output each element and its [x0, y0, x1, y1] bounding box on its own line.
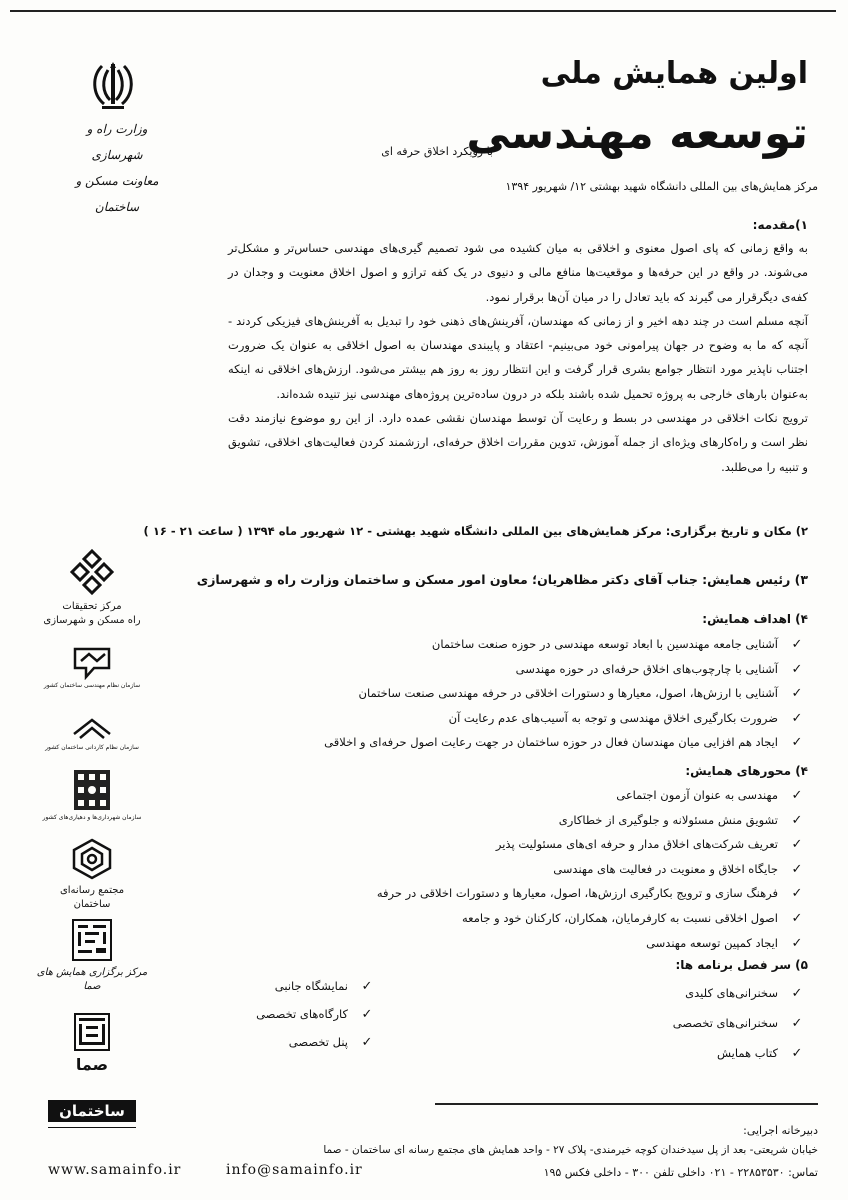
list-item: ✓ایجاد هم افزایی میان مهندسان فعال در حوزه ساختمان در جهت رعایت اصول حرفه‌ای و اخلاقی: [324, 730, 808, 755]
logo-caption: سازمان شهرداری‌ها و دهیاری‌های کشور: [42, 814, 142, 821]
list-item: ✓کارگاه‌های تخصصی: [256, 1000, 378, 1028]
list-item: ✓سخنرانی‌های کلیدی: [673, 978, 808, 1008]
program-list-col1: [673, 978, 808, 1068]
logo-technicians-org: [40, 716, 144, 751]
check-icon: ✓: [791, 986, 803, 1001]
logo-caption: سازمان نظام مهندسی ساختمان کشور: [43, 682, 141, 689]
program-heading: ۵) سر فصل برنامه ها:: [675, 958, 808, 972]
logo-caption: مجتمع رسانه‌ای ساختمان: [59, 885, 125, 910]
intro-paragraph: به واقع زمانی که پای اصول معنوی و اخلاقی به میان کشیده می شود تصمیم گیری‌های مهندسی حساس‌تر و مشکل‌تر می‌شوند. در واقع در این حرفه‌ها و موقعیت‌ها منافع مالی و دنیوی در یک کفه ترازو و اصول اخلاق معنویت و وجدان در کفه‌ی دیگرقرار می گیرند که باید تعادل را در میان آن‌ها برقرار نمود.: [228, 241, 808, 304]
list-item: ✓کتاب همایش: [673, 1038, 808, 1068]
check-icon: ✓: [791, 910, 803, 926]
list-item: ✓فرهنگ سازی و ترویج بکارگیری ارزش‌ها، اصول، معیارها و دستورات اخلاقی در حرفه: [377, 881, 808, 906]
intro-paragraph: آنچه مسلم است در چند دهه اخیر و از زمانی که مهندسان، آفرینش‌های ذهنی خود را تبدیل به آفرینش‌های فیزیکی کردند - آنچه که ما به وضوح در جهان پیرامونی خود می‌بینیم- اعتقاد و پایبندی مهندسان به اصول اخلاقی به عنوان یک ضرورت اجتناب ناپذیر مورد انتظار جوامع بشری قرار گرفت و این انتظار روز به روز هم بیشتر می‌شود. ارزش‌های اخلاقی نه اینکه به‌عنوان بارهای خارجی به پروژه تحمیل شده باشند بلکه در درون ساده‌ترین پروژه‌های مهندسی نیز تنیده شده‌اند.: [228, 313, 808, 401]
ministry-line2: معاونت مسکن و ساختمان: [75, 174, 159, 214]
list-item: ✓اصول اخلاقی نسبت به کارفرمایان، همکاران، کارکنان خود و جامعه: [377, 906, 808, 931]
list-item: ✓جایگاه اخلاق و معنویت در فعالیت های مهندسی: [377, 857, 808, 882]
check-icon: ✓: [791, 886, 803, 902]
axes-list: [377, 783, 808, 955]
axes-heading: ۴) محورهای همایش:: [685, 764, 808, 778]
list-item: ✓تعریف شرکت‌های اخلاق مدار و حرفه ای‌های مسئولیت پذیر: [377, 832, 808, 857]
logo-caption: مرکز تحقیقات: [62, 601, 122, 612]
list-item: ✓مهندسی به عنوان آزمون اجتماعی: [377, 783, 808, 808]
research-center-logo-icon: [70, 548, 114, 596]
place-and-date: ۲) مکان و تاریخ برگزاری: مرکز همایش‌های بین المللی دانشگاه شهید بهشتی - ۱۲ شهریور ماه ۱۳۹۴ ( ساعت ۲۱ - ۱۶ ): [143, 524, 808, 538]
logo-sakhteman: [44, 1100, 140, 1128]
list-item: ✓سخنرانی‌های تخصصی: [673, 1008, 808, 1038]
logo-research-center: [40, 548, 144, 628]
footer-secretariat: دبیرخانه اجرایی:: [743, 1124, 818, 1137]
ministry-name: [62, 116, 172, 220]
check-icon: ✓: [361, 1007, 373, 1022]
check-icon: ✓: [791, 710, 803, 726]
top-rule: [10, 10, 836, 12]
website-link[interactable]: www.samainfo.ir: [48, 1162, 182, 1178]
logo-engineering-org: [40, 646, 144, 689]
event-chair: ۳) رئیس همایش: جناب آقای دکتر مظاهریان؛ معاون امور مسکن و ساختمان وزارت راه و شهرسازی: [196, 572, 808, 587]
sama-logo-icon: [73, 1012, 111, 1052]
iran-emblem-icon: [88, 60, 138, 112]
logo-sama: [50, 1012, 134, 1072]
goals-list: [324, 632, 808, 755]
media-complex-logo-icon: [70, 838, 114, 880]
event-subtitle: با رویکرد اخلاق حرفه ای: [381, 145, 493, 158]
intro-heading: ۱)مقدمه:: [752, 218, 808, 232]
check-icon: ✓: [361, 979, 373, 994]
event-venue-date: مرکز همایش‌های بین المللی دانشگاه شهید بهشتی ۱۲/ شهریور ۱۳۹۴: [505, 180, 818, 193]
municipalities-org-logo-icon: [72, 768, 112, 812]
logo-wordmark: صما: [75, 1055, 109, 1074]
list-item: ✓تشویق منش مسئولانه و جلوگیری از خطاکاری: [377, 808, 808, 833]
goals-heading: ۴) اهداف همایش:: [702, 612, 808, 626]
program-list-col2: [256, 972, 378, 1056]
check-icon: ✓: [791, 1046, 803, 1061]
sama-center-logo-icon: [71, 918, 113, 962]
logo-caption: مرکز برگزاری همایش های صما: [36, 967, 148, 992]
check-icon: ✓: [791, 837, 803, 853]
logo-caption: سازمان نظام کاردانی ساختمان کشور: [45, 744, 139, 751]
logo-municipalities-org: [40, 768, 144, 821]
list-item: ✓آشنایی با چارچوب‌های اخلاق حرفه‌ای در حوزه مهندسی: [324, 657, 808, 682]
list-item: ✓پنل تخصصی: [256, 1028, 378, 1056]
check-icon: ✓: [791, 935, 803, 951]
check-icon: ✓: [791, 1016, 803, 1031]
list-item: ✓آشنایی با ارزش‌ها، اصول، معیارها و دستورات اخلاقی در حرفه مهندسی صنعت ساختمان: [324, 681, 808, 706]
list-item: ✓ایجاد کمپین توسعه مهندسی: [377, 931, 808, 956]
sakhteman-underline: [48, 1124, 136, 1128]
list-item: ✓آشنایی جامعه مهندسین با ابعاد توسعه مهندسی در حوزه صنعت ساختمان: [324, 632, 808, 657]
event-title-line2: توسعه مهندسی: [466, 108, 808, 159]
check-icon: ✓: [791, 637, 803, 652]
list-item: ✓ضرورت بکارگیری اخلاق مهندسی و توجه به آسیب‌های عدم رعایت آن: [324, 706, 808, 731]
email-link[interactable]: info@samainfo.ir: [226, 1162, 363, 1178]
check-icon: ✓: [791, 661, 803, 677]
event-title-line1: اولین همایش ملی: [540, 56, 808, 91]
check-icon: ✓: [791, 735, 803, 751]
ministry-line1: وزارت راه و شهرسازی: [86, 122, 148, 162]
technicians-org-logo-icon: [70, 716, 114, 742]
check-icon: ✓: [361, 1035, 373, 1050]
check-icon: ✓: [791, 812, 803, 828]
logo-media-complex: [40, 838, 144, 912]
footer-rule: [435, 1103, 818, 1105]
footer-contact: تماس: ۲۲۸۵۳۵۳۰ - ۰۲۱ داخلی تلفن ۳۰۰ - داخلی فکس ۱۹۵: [543, 1166, 818, 1179]
list-item: ✓نمایشگاه جانبی: [256, 972, 378, 1000]
logo-caption: راه مسکن و شهرسازی: [43, 615, 141, 626]
check-icon: ✓: [791, 686, 803, 702]
intro-text: [228, 236, 808, 479]
intro-paragraph: ترویج نکات اخلاقی در مهندسی در بسط و رعایت آن توسط مهندسان نقشی عمده دارد. از این رو موضوع نیازمند دقت نظر است و راه‌کارهای ویژه‌ای از جمله آموزش، تدوین مقررات اخلاق حرفه‌ای، ارزشمند کردن فعالیت‌های اخلاقی، تشویق و تنبیه را می‌طلبد.: [228, 411, 808, 474]
engineering-org-logo-icon: [72, 646, 112, 680]
check-icon: ✓: [791, 788, 803, 803]
check-icon: ✓: [791, 861, 803, 877]
sakhteman-wordmark: ساختمان: [48, 1100, 136, 1122]
footer-address: خیابان شریعتی- بعد از پل سیدخندان کوچه خیرمندی- پلاک ۲۷ - واحد همایش های مجتمع رسانه ای ساختمان - صما: [323, 1144, 818, 1156]
logo-sama-center: [36, 918, 148, 994]
